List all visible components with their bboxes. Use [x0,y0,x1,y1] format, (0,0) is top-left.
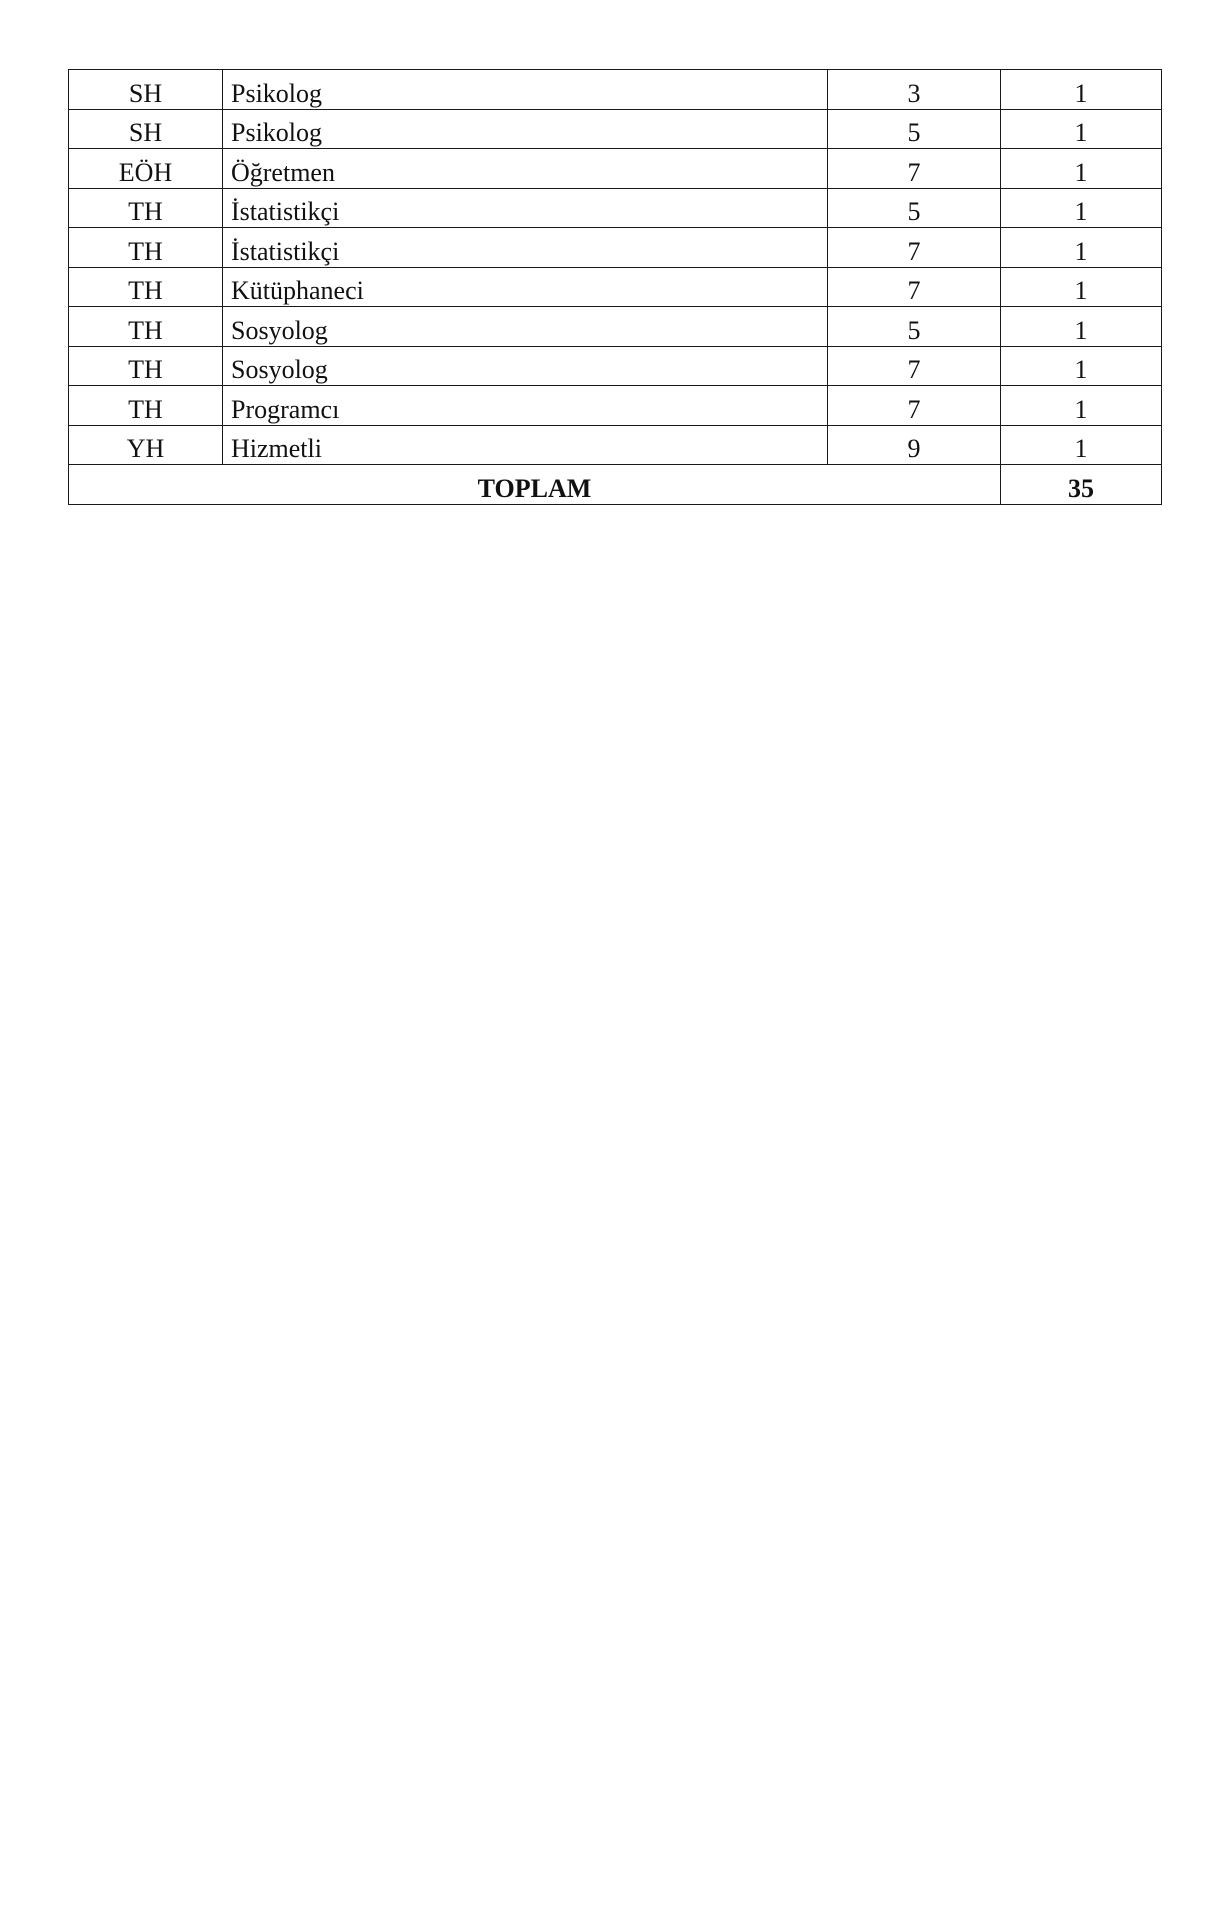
count-cell: 1 [1001,346,1162,386]
table-row [69,228,1162,268]
count-cell: 1 [1001,149,1162,189]
staff-position-table [68,69,1162,505]
table-row [69,149,1162,189]
table-row [69,267,1162,307]
class-cell: SH [69,70,223,110]
table-row [69,109,1162,149]
count-cell: 1 [1001,228,1162,268]
title-cell: Öğretmen [223,149,828,189]
count-cell: 1 [1001,425,1162,465]
count-cell: 1 [1001,386,1162,426]
grade-cell: 7 [828,149,1001,189]
table-row [69,188,1162,228]
grade-cell: 7 [828,228,1001,268]
class-cell: SH [69,109,223,149]
class-cell: TH [69,228,223,268]
total-label: TOPLAM [69,465,1001,505]
count-cell: 1 [1001,267,1162,307]
grade-cell: 3 [828,70,1001,110]
grade-cell: 5 [828,307,1001,347]
title-cell: Kütüphaneci [223,267,828,307]
grade-cell: 5 [828,109,1001,149]
table-row [69,70,1162,110]
grade-cell: 7 [828,267,1001,307]
class-cell: TH [69,307,223,347]
class-cell: TH [69,346,223,386]
grade-cell: 5 [828,188,1001,228]
total-value: 35 [1001,465,1162,505]
count-cell: 1 [1001,307,1162,347]
grade-cell: 9 [828,425,1001,465]
title-cell: Psikolog [223,109,828,149]
class-cell: TH [69,267,223,307]
title-cell: Sosyolog [223,307,828,347]
title-cell: Psikolog [223,70,828,110]
title-cell: Sosyolog [223,346,828,386]
table-row [69,307,1162,347]
count-cell: 1 [1001,70,1162,110]
title-cell: İstatistikçi [223,228,828,268]
table-row [69,386,1162,426]
class-cell: EÖH [69,149,223,189]
grade-cell: 7 [828,386,1001,426]
title-cell: İstatistikçi [223,188,828,228]
count-cell: 1 [1001,188,1162,228]
total-row [69,465,1162,505]
count-cell: 1 [1001,109,1162,149]
table-row [69,346,1162,386]
class-cell: YH [69,425,223,465]
title-cell: Programcı [223,386,828,426]
class-cell: TH [69,188,223,228]
title-cell: Hizmetli [223,425,828,465]
class-cell: TH [69,386,223,426]
grade-cell: 7 [828,346,1001,386]
table-row [69,425,1162,465]
